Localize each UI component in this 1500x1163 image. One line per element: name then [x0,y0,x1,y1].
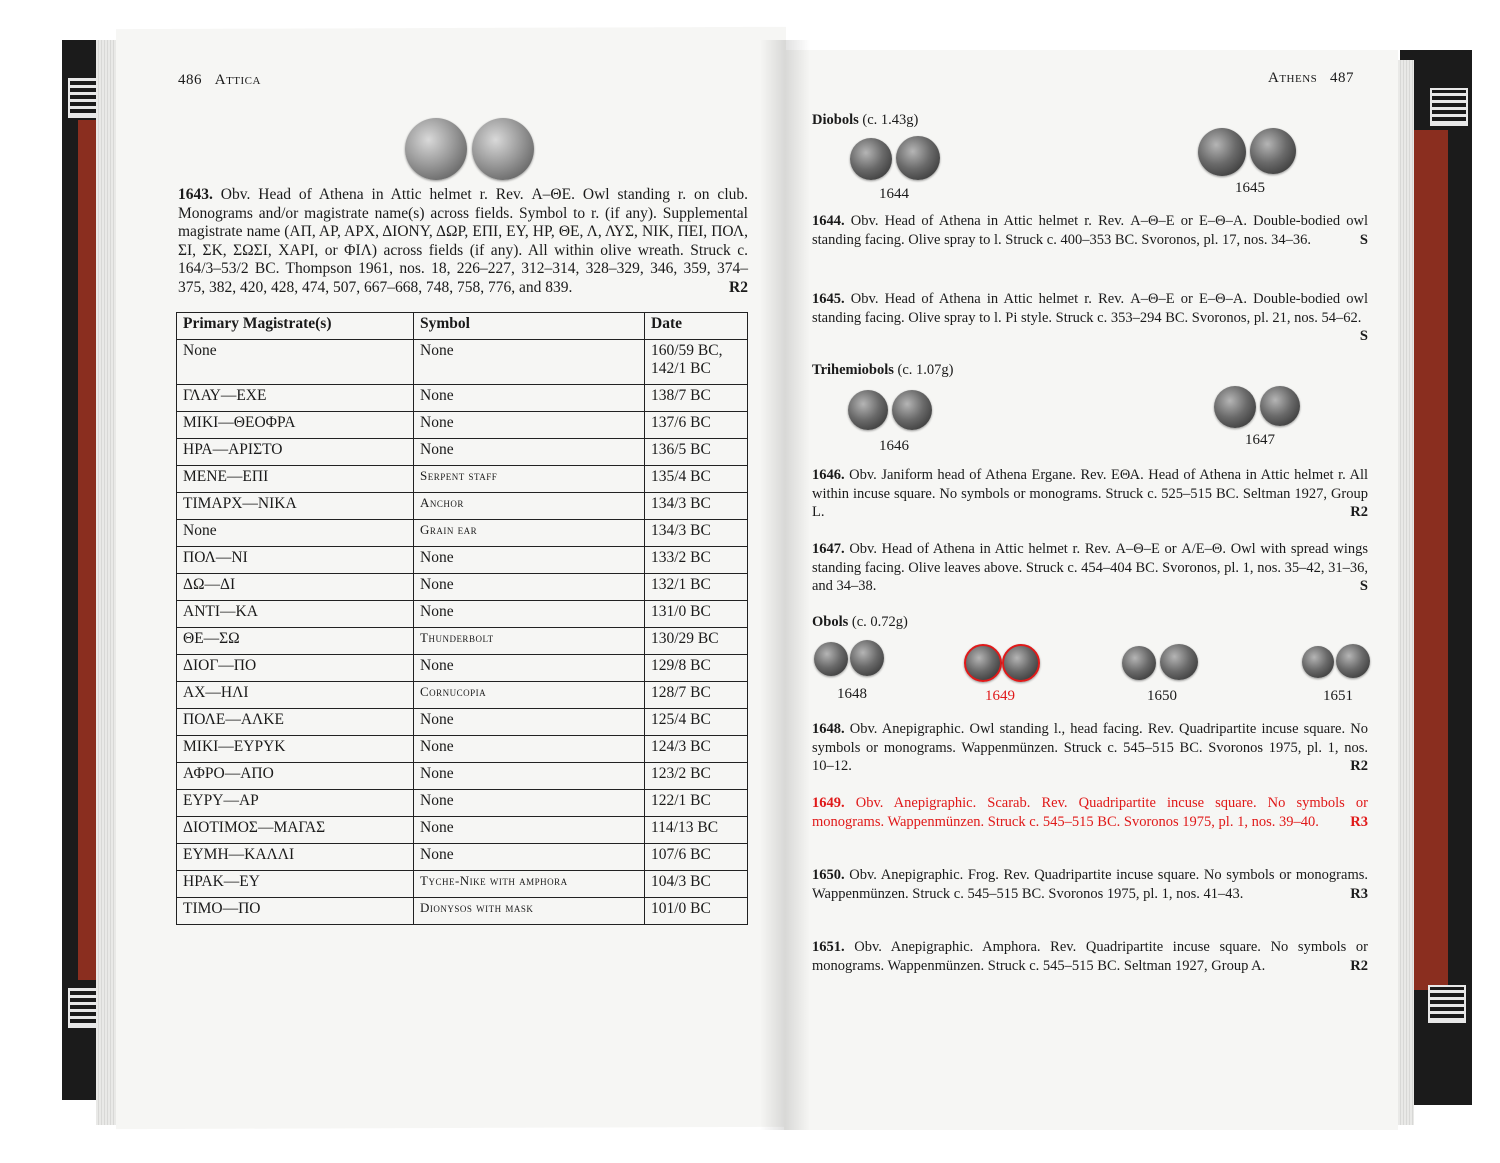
coin-1643-reverse [472,118,534,180]
table-cell: ΑΦΡΟ—ΑΠΟ [177,763,414,790]
table-cell: 138/7 BC [645,385,748,412]
coin-1644-reverse [896,136,940,180]
table-cell: 123/2 BC [645,763,748,790]
left-running-head [178,72,261,89]
entry-1647-text: Obv. Head of Athena in Attic helmet r. Rev. Α–Θ–Ε or Α/Ε–Θ. Owl with spread wings standing facing. Olive leaves above. Struck c. 454–404 BC. Svoronos, pl. 1, nos. 35–42, 31–36, and 34–38. [812,541,1369,594]
table-cell: 107/6 BC [645,844,748,871]
table-cell: ΕΥΡΥ—ΑΡ [177,790,414,817]
section-obols-weight: (c. 0.72g) [851,614,908,630]
table-cell: 130/29 BC [645,628,748,655]
table-row [177,385,748,412]
table-cell: 135/4 BC [645,466,748,493]
table-cell: None [414,439,645,466]
coin-1650-reverse [1160,644,1198,680]
table-cell: None [414,790,645,817]
table-cell: 124/3 BC [645,736,748,763]
table-cell: ΜΙΚΙ—ΕΥΡΥΚ [177,736,414,763]
entry-1650-number: 1650. [812,867,845,883]
entry-1650-grade: R3 [1350,885,1368,902]
table-cell: Cornucopia [414,682,645,709]
section-trihemiobols-weight: (c. 1.07g) [897,362,954,378]
table-cell: None [414,736,645,763]
table-row [177,682,748,709]
entry-1643-grade: R2 [729,278,748,296]
table-cell: ΔΙΟΓ—ΠΟ [177,655,414,682]
table-row [177,601,748,628]
coin-1648-obverse [814,642,848,676]
table-cell: 134/3 BC [645,493,748,520]
table-header-magistrate: Primary Magistrate(s) [177,313,414,340]
coin-1643-obverse [405,118,467,180]
table-cell: ΑΧ—ΗΛΙ [177,682,414,709]
table-cell: 104/3 BC [645,871,748,898]
coin-1646-obverse [848,390,888,430]
coin-label-1649: 1649 [985,688,1015,704]
coin-1648-reverse [850,640,884,676]
table-header-date: Date [645,313,748,340]
entry-1647-grade: S [1359,578,1368,594]
entry-1644 [812,212,1368,249]
table-cell: Dionysos with mask [414,898,645,925]
entry-1643-number: 1643. [178,186,213,203]
entry-1646-text: Obv. Janiform head of Athena Ergane. Rev. ΕΘΑ. Head of Athena in Attic helmet r. All within incuse square. No symbols or monograms. Struck c. 525–515 BC. Seltman 1927, Group L. [812,467,1369,520]
left-page-title: Attica [214,72,261,88]
entry-1645 [812,290,1368,346]
table-cell: ΜΕΝΕ—ΕΠΙ [177,466,414,493]
coin-label-1645: 1645 [1235,180,1265,196]
right-running-head [1268,70,1354,87]
coin-1645-reverse [1250,128,1296,174]
table-row [177,439,748,466]
meander-border-right-top [1430,88,1468,126]
table-cell: ΗΡΑ—ΑΡΙΣΤΟ [177,439,414,466]
table-row [177,547,748,574]
table-row [177,412,748,439]
coin-1649-obverse [964,644,1002,682]
table-row [177,574,748,601]
left-page-number: 486 [178,72,202,88]
table-cell: Thunderbolt [414,628,645,655]
table-row [177,817,748,844]
coin-1651-obverse [1302,646,1334,678]
table-cell: ΠΟΛ—ΝΙ [177,547,414,574]
table-cell: Grain ear [414,520,645,547]
table-cell: None [414,817,645,844]
entry-1651-grade: R2 [1350,957,1368,974]
table-cell: ΔΙΟΤΙΜΟΣ—ΜΑΓΑΣ [177,817,414,844]
coin-1647-reverse [1260,386,1300,426]
table-cell: None [177,340,414,385]
entry-1649-number: 1649. [812,795,845,811]
table-row [177,520,748,547]
entry-1649-text: Obv. Anepigraphic. Scarab. Rev. Quadripartite incuse square. No symbols or monograms. Wappenmünzen. Struck c. 545–515 BC. Svoronos 1975, pl. 1, nos. 39–40. [812,795,1368,830]
table-header-row [177,313,748,340]
table-cell: 114/13 BC [645,817,748,844]
coin-1644-obverse [850,138,892,180]
table-cell: None [414,601,645,628]
right-page-title: Athens [1268,70,1318,86]
table-cell: None [414,547,645,574]
table-cell: None [414,412,645,439]
table-row [177,736,748,763]
coin-label-1651: 1651 [1323,688,1353,704]
coin-1647-obverse [1214,386,1256,428]
table-cell: 132/1 BC [645,574,748,601]
table-cell: None [414,385,645,412]
meander-border-right-bottom [1428,985,1466,1023]
coin-1650-obverse [1122,646,1156,680]
table-row [177,844,748,871]
magistrate-table [176,312,748,925]
entry-1644-number: 1644. [812,213,845,229]
entry-1651-number: 1651. [812,939,845,955]
coin-label-1647: 1647 [1245,432,1275,448]
cover-red-right [1412,130,1448,990]
entry-1644-grade: S [1359,231,1368,248]
table-cell: 128/7 BC [645,682,748,709]
section-diobols-title: Diobols [812,112,859,128]
table-cell: ΑΝΤΙ—ΚΑ [177,601,414,628]
table-cell: 136/5 BC [645,439,748,466]
table-cell: None [414,763,645,790]
entry-1643-text: Obv. Head of Athena in Attic helmet r. Rev. Α–ΘΕ. Owl standing r. on club. Monograms and/or magistrate name(s) across fields. Symbol to r. (if any). Supplemental magistrate name (ΑΠ, ΑΡ, ΑΡΧ, ΔΙΟΝΥ, ΔΩΡ, ΕΠΙ, ΕΥ, ΗΡ, ΘΕ, Λ, ΛΥΣ, ΝΙΚ, ΠΕΙ, ΠΟΛ, ΣΙ, ΣΚ, ΣΩΣΙ, ΧΑΡΙ, or ΦΙΛ) across fields (if any). All within olive wreath. Struck c. 164/3–53/2 BC. Thompson 1961, nos. 18, 226–227, 312–314, 328–329, 346, 359, 374–375, 382, 420, 428, 474, 507, 667–668, 748, 758, 776, and 839. [178,186,748,296]
table-cell: Tyche-Nike with amphora [414,871,645,898]
table-row [177,871,748,898]
coin-label-1650: 1650 [1147,688,1177,704]
table-cell: ΓΛΑΥ—ΕΧΕ [177,385,414,412]
table-row [177,709,748,736]
table-cell: ΜΙΚΙ—ΘΕΟΦΡΑ [177,412,414,439]
entry-1649-highlighted [812,794,1368,831]
gutter-shadow [760,40,810,1130]
section-trihemiobols [812,362,954,379]
table-cell: None [414,574,645,601]
table-cell: 129/8 BC [645,655,748,682]
section-diobols [812,112,918,129]
table-cell: None [177,520,414,547]
coin-label-1648: 1648 [837,686,867,702]
entry-1646-grade: R2 [1350,504,1368,520]
table-cell: ΕΥΜΗ—ΚΑΛΛΙ [177,844,414,871]
entry-1650 [812,866,1368,903]
entry-1648-grade: R2 [1350,758,1368,774]
table-cell: 134/3 BC [645,520,748,547]
table-row [177,493,748,520]
entry-1651-text: Obv. Anepigraphic. Amphora. Rev. Quadripartite incuse square. No symbols or monograms. Wappenmünzen. Struck c. 545–515 BC. Seltman 1927, Group A. [812,939,1368,974]
table-row [177,340,748,385]
section-diobols-weight: (c. 1.43g) [862,112,919,128]
table-cell: ΠΟΛΕ—ΑΛΚΕ [177,709,414,736]
table-cell: 133/2 BC [645,547,748,574]
table-row [177,466,748,493]
entry-1648-number: 1648. [812,721,845,737]
coin-1646-reverse [892,390,932,430]
coin-label-1644: 1644 [879,186,909,202]
entry-1651 [812,938,1368,975]
entry-1645-number: 1645. [812,291,845,307]
table-row [177,655,748,682]
table-cell: ΘΕ—ΣΩ [177,628,414,655]
table-cell: None [414,340,645,385]
entry-1646 [812,466,1368,522]
table-cell: 160/59 BC, 142/1 BC [645,340,748,385]
entry-1647-number: 1647. [812,541,845,557]
entry-1649-grade: R3 [1350,813,1368,830]
table-cell: 137/6 BC [645,412,748,439]
table-header-symbol: Symbol [414,313,645,340]
table-cell: Serpent staff [414,466,645,493]
coin-1649-reverse [1002,644,1040,682]
table-cell: 101/0 BC [645,898,748,925]
table-row [177,790,748,817]
table-cell: None [414,844,645,871]
table-row [177,763,748,790]
table-cell: None [414,709,645,736]
table-cell: ΗΡΑΚ—ΕΥ [177,871,414,898]
table-row [177,898,748,925]
table-cell: Anchor [414,493,645,520]
coin-1645-obverse [1198,128,1246,176]
table-row [177,628,748,655]
table-cell: ΤΙΜΟ—ΠΟ [177,898,414,925]
entry-1643 [178,186,748,297]
entry-1648-text: Obv. Anepigraphic. Owl standing l., head facing. Rev. Quadripartite incuse square. No symbols or monograms. Wappenmünzen. Struck c. 545–515 BC. Svoronos 1975, pl. 1, nos. 10–12. [812,721,1368,774]
table-cell: ΔΩ—ΔΙ [177,574,414,601]
table-cell: ΤΙΜΑΡΧ—ΝΙΚΑ [177,493,414,520]
section-obols-title: Obols [812,614,849,630]
right-page-number: 487 [1330,70,1355,86]
entry-1645-text: Obv. Head of Athena in Attic helmet r. Rev. Α–Θ–Ε or Ε–Θ–Α. Double-bodied owl standing facing. Olive spray to l. Pi style. Struck c. 353–294 BC. Svoronos, pl. 21, nos. 54–62. [812,291,1368,326]
section-trihemiobols-title: Trihemiobols [812,362,894,378]
table-cell: None [414,655,645,682]
entry-1650-text: Obv. Anepigraphic. Frog. Rev. Quadripartite incuse square. No symbols or monograms. Wappenmünzen. Struck c. 545–515 BC. Svoronos 1975, pl. 1, nos. 41–43. [812,867,1368,902]
entry-1646-number: 1646. [812,467,845,483]
entry-1645-grade: S [1359,328,1368,344]
table-cell: 131/0 BC [645,601,748,628]
table-cell: 122/1 BC [645,790,748,817]
entry-1648 [812,720,1368,776]
coin-1651-reverse [1336,644,1370,678]
coin-label-1646: 1646 [879,438,909,454]
table-cell: 125/4 BC [645,709,748,736]
entry-1644-text: Obv. Head of Athena in Attic helmet r. Rev. Α–Θ–Ε or Ε–Θ–Α. Double-bodied owl standing facing. Olive spray to l. Struck c. 400–353 BC. Svoronos, pl. 17, nos. 34–36. [812,213,1368,248]
entry-1647 [812,540,1368,596]
section-obols [812,614,908,631]
